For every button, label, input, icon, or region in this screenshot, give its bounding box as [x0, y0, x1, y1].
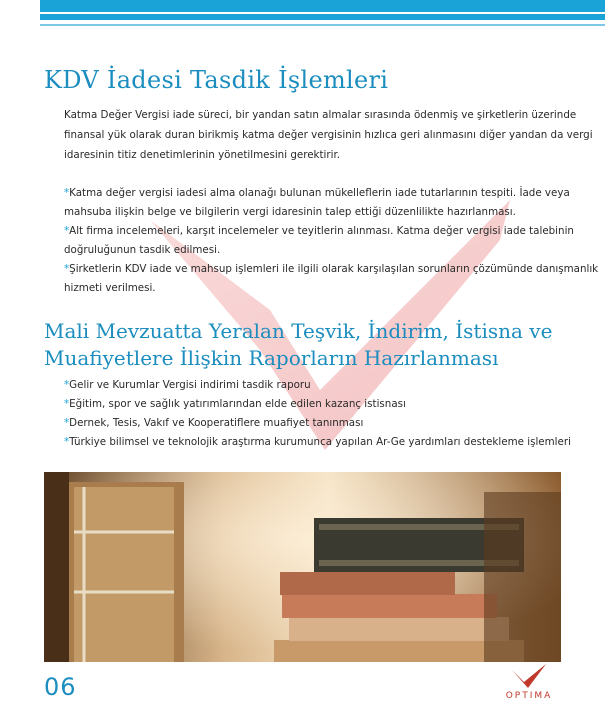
- title-line: Muafiyetlere İlişkin Raporların Hazırlanması: [44, 346, 499, 370]
- bullet-marker: *: [64, 263, 70, 275]
- list-item: [64, 260, 599, 298]
- section-title-mevzuat: [44, 318, 584, 372]
- logo-text: OPTIMA: [505, 691, 553, 701]
- old-books-photo: [44, 472, 561, 662]
- bullet-text: Katma değer vergisi iadesi alma olanağı bulunan mükelleflerin iade tutarlarının tespiti. İade veya: [69, 187, 570, 199]
- kdv-bullet-list: [64, 184, 599, 298]
- list-item: [64, 376, 589, 395]
- bullet-text: Şirketlerin KDV iade ve mahsup işlemleri ile ilgili olarak karşılaşılan sorunların çözümünde danışmanlık: [69, 263, 599, 275]
- bullet-text: Alt firma incelemeleri, karşıt incelemeler ve teyitlerin alınması. Katma değer vergisi iade talebinin: [69, 225, 574, 237]
- mevzuat-bullet-list: [64, 376, 589, 452]
- intro-line: idaresinin titiz denetimlerinin yönetilmesini gerektirir.: [64, 149, 341, 161]
- header-stripe: [40, 24, 605, 26]
- intro-paragraph: [64, 105, 593, 165]
- bullet-text: mahsuba ilişkin belge ve bilgilerin vergi idaresinin talep ettiği düzenlilikte hazırlanması.: [64, 206, 516, 218]
- header-stripe: [40, 0, 605, 12]
- bullet-text: Dernek, Tesis, Vakıf ve Kooperatiflere muafiyet tanınması: [69, 417, 364, 429]
- bullet-marker: *: [64, 398, 70, 410]
- page-number: 06: [44, 673, 77, 701]
- intro-line: finansal yük olarak duran birikmiş katma değer vergisinin hızlıca geri alınmasını diğer yandan da vergi: [64, 129, 593, 141]
- list-item: [64, 395, 589, 414]
- bullet-marker: *: [64, 187, 70, 199]
- bullet-text: Türkiye bilimsel ve teknolojik araştırma kurumunca yapılan Ar-Ge yardımları destekleme işlemleri: [69, 436, 571, 448]
- bullet-marker: *: [64, 436, 70, 448]
- bullet-text: hizmeti verilmesi.: [64, 282, 156, 294]
- bullet-marker: *: [64, 225, 70, 237]
- title-line: Mali Mevzuatta Yeralan Teşvik, İndirim, İstisna ve: [44, 319, 553, 343]
- list-item: [64, 184, 589, 222]
- intro-line: Katma Değer Vergisi iade süreci, bir yandan satın almalar sırasında ödenmiş ve şirketlerin üzerinde: [64, 109, 577, 121]
- bullet-marker: *: [64, 417, 70, 429]
- bullet-text: Eğitim, spor ve sağlık yatırımlarından elde edilen kazanç istisnası: [69, 398, 406, 410]
- bullet-text: doğruluğunun tasdik edilmesi.: [64, 244, 221, 256]
- bullet-text: Gelir ve Kurumlar Vergisi indirimi tasdik raporu: [69, 379, 311, 391]
- bullet-marker: *: [64, 379, 70, 391]
- list-item: [64, 433, 589, 452]
- header-stripe: [40, 14, 605, 20]
- list-item: [64, 222, 589, 260]
- section-title-kdv: KDV İadesi Tasdik İşlemleri: [44, 66, 389, 94]
- list-item: [64, 414, 589, 433]
